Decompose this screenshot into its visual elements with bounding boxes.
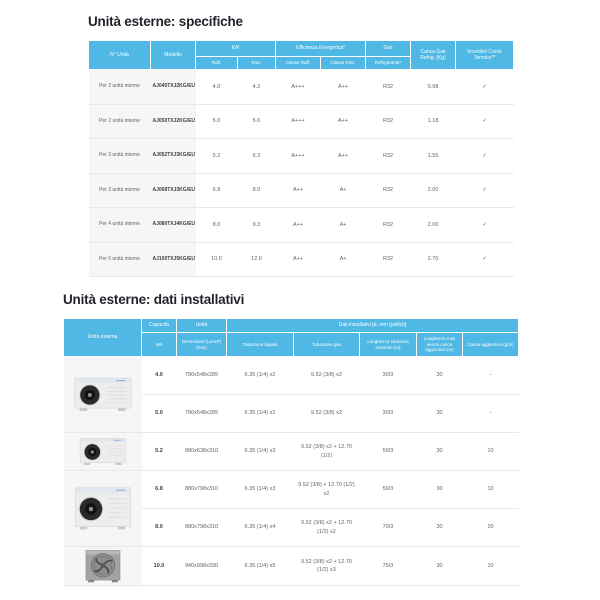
outdoor-unit-photo [64, 433, 142, 471]
outdoor-unit-photo [64, 547, 142, 586]
cell-eff-heat: A+ [321, 242, 366, 277]
install-table-row [64, 357, 519, 395]
cell-gas: R32 [382, 83, 394, 90]
cell-eff-cool: A+++ [276, 139, 321, 174]
install-table-body [64, 357, 519, 586]
cell-lunghezza: 70/3 [360, 509, 417, 547]
cell-eff-cool: A++ [276, 208, 321, 243]
cell-kw-heat: 12.0 [238, 242, 276, 277]
cell-kw: 6.8 [142, 471, 177, 509]
spec-table-row [89, 242, 514, 277]
cell-units: Per 4 unità interne [89, 208, 151, 243]
cell-lunghezza-max: 30 [436, 372, 443, 379]
cell-lunghezza-max: 30 [417, 395, 463, 433]
header-kw: kW [142, 333, 177, 357]
install-table-row [64, 547, 519, 586]
cell-gas: R32 [366, 208, 411, 243]
cell-gas: R32 [366, 104, 411, 139]
cell-gas: R32 [366, 173, 411, 208]
cell-gas: 9.52 (3/8) x2 + 12.70 (1/2) [294, 433, 360, 471]
cell-charge: 2.00 [411, 208, 456, 243]
install-table-header [64, 319, 519, 357]
install-title: Unità esterne: dati installativi [63, 292, 245, 307]
cell-kw: 8.0 [142, 509, 177, 547]
install-section [63, 292, 518, 586]
spec-title: Unità esterne: specifiche [88, 14, 243, 29]
outdoor-unit-large-photo [66, 549, 140, 583]
header-unita-esterna: Unità esterna [64, 319, 142, 357]
cell-liquido: 6.35 (1/4) x3 [227, 471, 294, 509]
cell-kw: 4.0 [155, 372, 163, 379]
install-table-row [64, 433, 519, 471]
install-table [63, 318, 519, 586]
spec-table-row [89, 70, 514, 105]
header-lunghezza-max: Lunghezza max senza carica aggiuntiva (m) [417, 333, 463, 357]
cell-eff-cool: A+++ [276, 104, 321, 139]
cell-kw-cool: 5.0 [196, 104, 238, 139]
cell-charge: 2.00 [411, 173, 456, 208]
header-kw-group: kW [196, 41, 276, 57]
cell-lunghezza-max: 30 [417, 509, 463, 547]
cell-dimensioni: 880x798x310 [177, 509, 227, 547]
header-carica-aggiuntiva: Carica aggiuntiva (g/m) [463, 333, 519, 357]
outdoor-unit-medium-photo [66, 485, 140, 533]
cell-dimensioni: 880x798x310 [177, 471, 227, 509]
check-mark: ✓ [456, 208, 514, 243]
cell-kw-heat: 9.3 [238, 208, 276, 243]
cell-carica: 10 [463, 547, 519, 586]
cell-liquido: 6.35 (1/4) x3 [227, 433, 294, 471]
header-n-unita: N° Unità [89, 41, 151, 70]
cell-kw: 10.0 [142, 547, 177, 586]
cell-kw-cool: 10.0 [196, 242, 238, 277]
cell-kw-cool: 4.0 [212, 83, 221, 90]
check-mark: ✓ [482, 83, 487, 90]
header-dimensioni: Dimensioni (LxAxP) (mm) [177, 333, 227, 357]
cell-liquido: 6.35 (1/4) x5 [227, 547, 294, 586]
cell-gas: 9.52 (3/8) x2 + 12.70 (1/2) x2 [294, 509, 360, 547]
cell-carica: 10 [463, 471, 519, 509]
header-efficienza-group: Efficienza Energetica* [276, 41, 366, 57]
outdoor-unit-photo [64, 471, 142, 547]
cell-gas: 9.52 (3/8) x2 [294, 395, 360, 433]
cell-charge: 1.55 [411, 139, 456, 174]
cell-liquido: 6.35 (1/4) x2 [227, 395, 294, 433]
spec-table-row [89, 139, 514, 174]
cell-lunghezza-max: 30 [417, 547, 463, 586]
cell-model: AJ100TXJ5KG/EU [151, 242, 196, 277]
cell-gas: 9.52 (3/8) + 12.70 (1/2) x2 [294, 471, 360, 509]
cell-eff-heat: A++ [321, 139, 366, 174]
cell-gas: 9.52 (3/8) x2 [311, 372, 342, 379]
outdoor-unit-small-photo [66, 375, 140, 415]
cell-model: AJ040TXJ2KG/EU [151, 70, 196, 105]
header-tubazione-liquido: Tubazione liquido [227, 333, 294, 357]
header-classe-risc: Classe Risc. [321, 57, 366, 70]
cell-lunghezza: 50/3 [360, 433, 417, 471]
cell-eff-heat: A+ [321, 173, 366, 208]
cell-liquido: 6.35 (1/4) x2 [244, 372, 276, 379]
cell-model: AJ052TXJ3KG/EU [151, 139, 196, 174]
cell-model: AJ080TXJ4KG/EU [151, 208, 196, 243]
header-incentivi: Incentivi/ Conto Termico** [456, 41, 514, 70]
spec-table-row [89, 173, 514, 208]
cell-carica: 20 [463, 509, 519, 547]
cell-lunghezza: 50/3 [360, 471, 417, 509]
cell-dimensioni: 790x548x285 [184, 372, 219, 379]
cell-units: Per 2 unità interne [89, 70, 151, 105]
outdoor-unit-photo [64, 357, 142, 433]
spec-table-row [89, 104, 514, 139]
cell-lunghezza: 30/3 [382, 372, 394, 379]
cell-charge: 0.98 [427, 83, 439, 90]
cell-carica: - [463, 395, 519, 433]
header-dati-installativi-group: Dati installativi [ø, mm (pollici)] [227, 319, 519, 333]
outdoor-unit-large-icon [80, 549, 126, 583]
cell-lunghezza: 30/3 [360, 395, 417, 433]
cell-eff-cool: A++ [276, 173, 321, 208]
cell-model: AJ068TXJ3KG/EU [151, 173, 196, 208]
cell-gas: R32 [366, 242, 411, 277]
cell-carica: - [489, 372, 492, 379]
cell-kw-cool: 6.8 [196, 173, 238, 208]
header-kw-raff: Raff. [196, 57, 238, 70]
cell-lunghezza-max: 30 [417, 471, 463, 509]
cell-kw-cool: 8.0 [196, 208, 238, 243]
check-mark: ✓ [456, 173, 514, 208]
cell-lunghezza: 75/3 [360, 547, 417, 586]
cell-gas: 9.52 (3/8) x2 + 12.70 (1/2) x3 [294, 547, 360, 586]
spec-table-row [89, 208, 514, 243]
install-table-row [64, 471, 519, 509]
cell-kw-heat: 4.2 [252, 83, 261, 90]
cell-eff-heat: A++ [321, 104, 366, 139]
cell-lunghezza-max: 30 [417, 433, 463, 471]
cell-kw-heat: 5.6 [238, 104, 276, 139]
cell-charge: 2.70 [411, 242, 456, 277]
header-lunghezza-tubazioni: Lunghezza tubazioni max/min (m) [360, 333, 417, 357]
header-classe-raff: Classe Raff. [276, 57, 321, 70]
outdoor-unit-small-photo [66, 436, 140, 468]
cell-kw-heat: 8.0 [238, 173, 276, 208]
cell-units: Per 3 unità interne [89, 173, 151, 208]
cell-kw: 5.0 [142, 395, 177, 433]
outdoor-unit-small-icon [72, 375, 134, 415]
check-mark: ✓ [456, 104, 514, 139]
spec-table-body [89, 70, 514, 277]
cell-eff-heat: A++ [337, 83, 349, 90]
cell-eff-cool: A++ [276, 242, 321, 277]
cell-units: Per 5 unità interne [89, 242, 151, 277]
header-tubazione-gas: Tubazione gas [294, 333, 360, 357]
cell-charge: 1.18 [411, 104, 456, 139]
cell-units: Per 3 unità interne [89, 139, 151, 174]
check-mark: ✓ [456, 242, 514, 277]
cell-carica: 10 [463, 433, 519, 471]
header-carica-gas: Carica Gas Refrig. (Kg) [411, 41, 456, 70]
spec-table-header [89, 41, 514, 70]
header-modello: Modello [151, 41, 196, 70]
cell-dimensioni: 880x638x310 [177, 433, 227, 471]
cell-liquido: 6.35 (1/4) x4 [227, 509, 294, 547]
cell-dimensioni: 940x998x330 [177, 547, 227, 586]
cell-model: AJ050TXJ2KG/EU [151, 104, 196, 139]
cell-units: Per 2 unità interne [89, 104, 151, 139]
outdoor-unit-medium-icon [72, 485, 134, 533]
check-mark: ✓ [456, 139, 514, 174]
cell-eff-cool: A+++ [291, 83, 305, 90]
header-kw-risc: Risc. [238, 57, 276, 70]
header-refrigerante: Refrigerante* [366, 57, 411, 70]
outdoor-unit-small-icon [77, 436, 129, 468]
header-unita-group: Unità [177, 319, 227, 333]
cell-gas: R32 [366, 139, 411, 174]
cell-kw: 5.2 [142, 433, 177, 471]
spec-section [88, 14, 513, 277]
cell-eff-heat: A+ [321, 208, 366, 243]
cell-kw-cool: 5.2 [196, 139, 238, 174]
cell-dimensioni: 790x548x285 [177, 395, 227, 433]
header-capacita-group: Capacità [142, 319, 177, 333]
spec-table [88, 40, 514, 277]
cell-kw-heat: 6.3 [238, 139, 276, 174]
header-gas-group: Gas [366, 41, 411, 57]
